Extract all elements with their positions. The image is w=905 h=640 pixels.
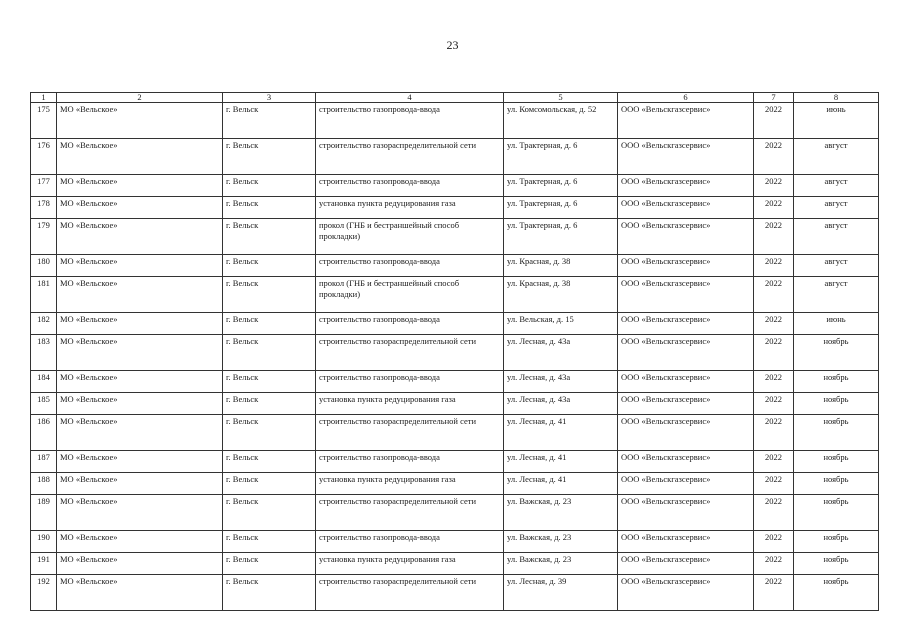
work-type-cell: строительство газопровода-ввода	[316, 255, 504, 277]
table-row	[31, 415, 879, 451]
work-type-cell: строительство газораспределительной сети	[316, 495, 504, 531]
settlement-cell: г. Вельск	[223, 415, 316, 451]
municipality-cell: МО «Вельское»	[57, 393, 223, 415]
municipality-cell: МО «Вельское»	[57, 415, 223, 451]
row-number-cell: 184	[31, 371, 57, 393]
month-cell: ноябрь	[794, 473, 879, 495]
address-cell: ул. Трактерная, д. 6	[504, 139, 618, 175]
organization-cell: ООО «Вельскгазсервис»	[618, 255, 754, 277]
municipality-cell: МО «Вельское»	[57, 451, 223, 473]
work-type-cell: строительство газораспределительной сети	[316, 575, 504, 611]
month-cell: июнь	[794, 103, 879, 139]
settlement-cell: г. Вельск	[223, 313, 316, 335]
municipality-cell: МО «Вельское»	[57, 473, 223, 495]
column-number-4: 4	[316, 93, 504, 103]
municipality-cell: МО «Вельское»	[57, 335, 223, 371]
work-type-cell: установка пункта редуцирования газа	[316, 473, 504, 495]
column-number-row	[31, 93, 879, 103]
organization-cell: ООО «Вельскгазсервис»	[618, 313, 754, 335]
month-cell: ноябрь	[794, 531, 879, 553]
month-cell: август	[794, 197, 879, 219]
table-row	[31, 103, 879, 139]
organization-cell: ООО «Вельскгазсервис»	[618, 393, 754, 415]
table-row	[31, 575, 879, 611]
address-cell: ул. Красная, д. 38	[504, 277, 618, 313]
address-cell: ул. Лесная, д. 43а	[504, 335, 618, 371]
table-row	[31, 371, 879, 393]
row-number-cell: 180	[31, 255, 57, 277]
settlement-cell: г. Вельск	[223, 531, 316, 553]
month-cell: ноябрь	[794, 415, 879, 451]
year-cell: 2022	[754, 473, 794, 495]
address-cell: ул. Трактерная, д. 6	[504, 175, 618, 197]
row-number-cell: 191	[31, 553, 57, 575]
month-cell: июнь	[794, 313, 879, 335]
year-cell: 2022	[754, 495, 794, 531]
year-cell: 2022	[754, 219, 794, 255]
address-cell: ул. Важская, д. 23	[504, 553, 618, 575]
table-row	[31, 451, 879, 473]
work-type-cell: строительство газораспределительной сети	[316, 415, 504, 451]
month-cell: август	[794, 139, 879, 175]
settlement-cell: г. Вельск	[223, 335, 316, 371]
work-type-cell: строительство газораспределительной сети	[316, 139, 504, 175]
year-cell: 2022	[754, 393, 794, 415]
municipality-cell: МО «Вельское»	[57, 277, 223, 313]
municipality-cell: МО «Вельское»	[57, 103, 223, 139]
year-cell: 2022	[754, 553, 794, 575]
organization-cell: ООО «Вельскгазсервис»	[618, 451, 754, 473]
row-number-cell: 181	[31, 277, 57, 313]
address-cell: ул. Лесная, д. 43а	[504, 371, 618, 393]
row-number-cell: 185	[31, 393, 57, 415]
organization-cell: ООО «Вельскгазсервис»	[618, 473, 754, 495]
address-cell: ул. Красная, д. 38	[504, 255, 618, 277]
month-cell: август	[794, 255, 879, 277]
work-type-cell: строительство газопровода-ввода	[316, 175, 504, 197]
month-cell: ноябрь	[794, 393, 879, 415]
address-cell: ул. Лесная, д. 41	[504, 451, 618, 473]
address-cell: ул. Лесная, д. 43а	[504, 393, 618, 415]
municipality-cell: МО «Вельское»	[57, 531, 223, 553]
settlement-cell: г. Вельск	[223, 473, 316, 495]
organization-cell: ООО «Вельскгазсервис»	[618, 103, 754, 139]
table-row	[31, 473, 879, 495]
municipality-cell: МО «Вельское»	[57, 219, 223, 255]
table-row	[31, 139, 879, 175]
column-number-7: 7	[754, 93, 794, 103]
year-cell: 2022	[754, 371, 794, 393]
settlement-cell: г. Вельск	[223, 371, 316, 393]
settlement-cell: г. Вельск	[223, 575, 316, 611]
month-cell: ноябрь	[794, 575, 879, 611]
settlement-cell: г. Вельск	[223, 495, 316, 531]
table-row	[31, 553, 879, 575]
organization-cell: ООО «Вельскгазсервис»	[618, 175, 754, 197]
settlement-cell: г. Вельск	[223, 393, 316, 415]
month-cell: ноябрь	[794, 553, 879, 575]
month-cell: август	[794, 219, 879, 255]
work-type-cell: прокол (ГНБ и бестраншейный способ прокладки)	[316, 277, 504, 313]
column-number-1: 1	[31, 93, 57, 103]
address-cell: ул. Лесная, д. 41	[504, 473, 618, 495]
year-cell: 2022	[754, 531, 794, 553]
column-number-6: 6	[618, 93, 754, 103]
settlement-cell: г. Вельск	[223, 553, 316, 575]
row-number-cell: 179	[31, 219, 57, 255]
organization-cell: ООО «Вельскгазсервис»	[618, 495, 754, 531]
year-cell: 2022	[754, 575, 794, 611]
work-type-cell: строительство газопровода-ввода	[316, 531, 504, 553]
organization-cell: ООО «Вельскгазсервис»	[618, 139, 754, 175]
work-type-cell: строительство газопровода-ввода	[316, 371, 504, 393]
address-cell: ул. Важская, д. 23	[504, 531, 618, 553]
settlement-cell: г. Вельск	[223, 175, 316, 197]
table-row	[31, 531, 879, 553]
organization-cell: ООО «Вельскгазсервис»	[618, 531, 754, 553]
address-cell: ул. Трактерная, д. 6	[504, 219, 618, 255]
work-type-cell: строительство газопровода-ввода	[316, 451, 504, 473]
month-cell: ноябрь	[794, 451, 879, 473]
month-cell: ноябрь	[794, 335, 879, 371]
row-number-cell: 187	[31, 451, 57, 473]
settlement-cell: г. Вельск	[223, 277, 316, 313]
row-number-cell: 175	[31, 103, 57, 139]
month-cell: ноябрь	[794, 371, 879, 393]
organization-cell: ООО «Вельскгазсервис»	[618, 197, 754, 219]
table-row	[31, 175, 879, 197]
table-row	[31, 219, 879, 255]
year-cell: 2022	[754, 139, 794, 175]
row-number-cell: 176	[31, 139, 57, 175]
municipality-cell: МО «Вельское»	[57, 139, 223, 175]
municipality-cell: МО «Вельское»	[57, 495, 223, 531]
address-cell: ул. Комсомольская, д. 52	[504, 103, 618, 139]
table-row	[31, 393, 879, 415]
row-number-cell: 186	[31, 415, 57, 451]
work-type-cell: строительство газораспределительной сети	[316, 335, 504, 371]
year-cell: 2022	[754, 415, 794, 451]
address-cell: ул. Трактерная, д. 6	[504, 197, 618, 219]
municipality-cell: МО «Вельское»	[57, 575, 223, 611]
municipality-cell: МО «Вельское»	[57, 197, 223, 219]
work-type-cell: установка пункта редуцирования газа	[316, 197, 504, 219]
row-number-cell: 183	[31, 335, 57, 371]
municipality-cell: МО «Вельское»	[57, 371, 223, 393]
organization-cell: ООО «Вельскгазсервис»	[618, 415, 754, 451]
row-number-cell: 188	[31, 473, 57, 495]
settlement-cell: г. Вельск	[223, 103, 316, 139]
organization-cell: ООО «Вельскгазсервис»	[618, 575, 754, 611]
address-cell: ул. Вельская, д. 15	[504, 313, 618, 335]
organization-cell: ООО «Вельскгазсервис»	[618, 277, 754, 313]
year-cell: 2022	[754, 335, 794, 371]
organization-cell: ООО «Вельскгазсервис»	[618, 335, 754, 371]
row-number-cell: 178	[31, 197, 57, 219]
table-row	[31, 335, 879, 371]
page-number: 23	[446, 38, 459, 52]
address-cell: ул. Лесная, д. 41	[504, 415, 618, 451]
organization-cell: ООО «Вельскгазсервис»	[618, 553, 754, 575]
column-number-5: 5	[504, 93, 618, 103]
year-cell: 2022	[754, 197, 794, 219]
column-number-3: 3	[223, 93, 316, 103]
municipality-cell: МО «Вельское»	[57, 553, 223, 575]
table-row	[31, 495, 879, 531]
address-cell: ул. Важская, д. 23	[504, 495, 618, 531]
address-cell: ул. Лесная, д. 39	[504, 575, 618, 611]
row-number-cell: 192	[31, 575, 57, 611]
municipality-cell: МО «Вельское»	[57, 255, 223, 277]
settlement-cell: г. Вельск	[223, 451, 316, 473]
settlement-cell: г. Вельск	[223, 219, 316, 255]
settlement-cell: г. Вельск	[223, 197, 316, 219]
column-number-2: 2	[57, 93, 223, 103]
year-cell: 2022	[754, 255, 794, 277]
year-cell: 2022	[754, 313, 794, 335]
gasification-plan-table	[30, 92, 879, 611]
work-type-cell: прокол (ГНБ и бестраншейный способ прокладки)	[316, 219, 504, 255]
month-cell: август	[794, 277, 879, 313]
organization-cell: ООО «Вельскгазсервис»	[618, 371, 754, 393]
month-cell: август	[794, 175, 879, 197]
settlement-cell: г. Вельск	[223, 255, 316, 277]
table-row	[31, 255, 879, 277]
row-number-cell: 190	[31, 531, 57, 553]
table-row	[31, 197, 879, 219]
column-number-8: 8	[794, 93, 879, 103]
year-cell: 2022	[754, 451, 794, 473]
work-type-cell: установка пункта редуцирования газа	[316, 393, 504, 415]
organization-cell: ООО «Вельскгазсервис»	[618, 219, 754, 255]
municipality-cell: МО «Вельское»	[57, 175, 223, 197]
work-type-cell: строительство газопровода-ввода	[316, 103, 504, 139]
row-number-cell: 189	[31, 495, 57, 531]
row-number-cell: 182	[31, 313, 57, 335]
table-row	[31, 277, 879, 313]
municipality-cell: МО «Вельское»	[57, 313, 223, 335]
settlement-cell: г. Вельск	[223, 139, 316, 175]
year-cell: 2022	[754, 277, 794, 313]
month-cell: ноябрь	[794, 495, 879, 531]
work-type-cell: строительство газопровода-ввода	[316, 313, 504, 335]
table-body	[31, 103, 879, 611]
table-row	[31, 313, 879, 335]
year-cell: 2022	[754, 175, 794, 197]
work-type-cell: установка пункта редуцирования газа	[316, 553, 504, 575]
row-number-cell: 177	[31, 175, 57, 197]
year-cell: 2022	[754, 103, 794, 139]
